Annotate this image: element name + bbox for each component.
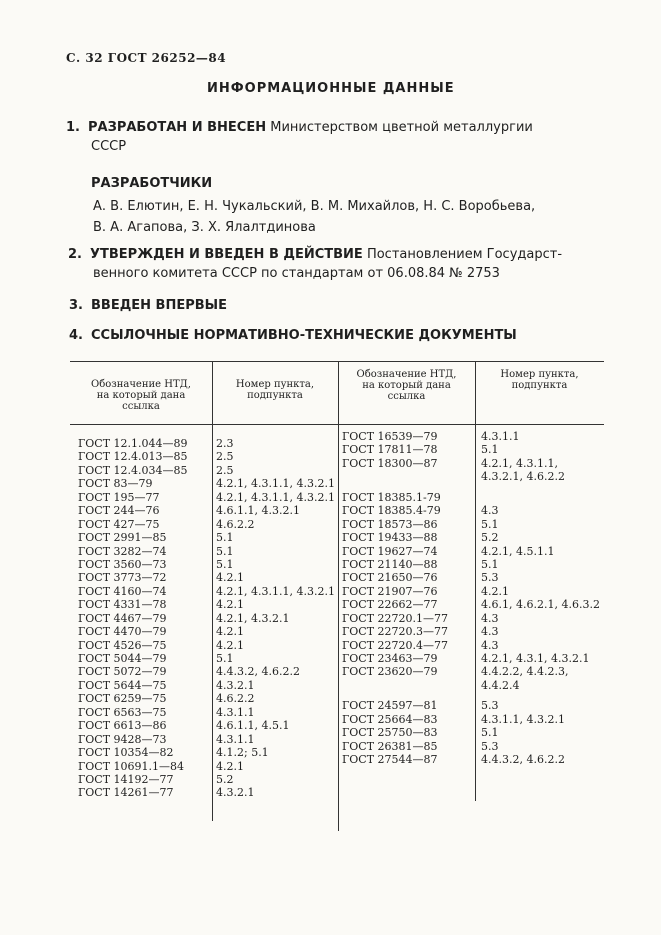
table-header-rule <box>70 424 604 425</box>
left-item-cell: 4.3.2.1 <box>216 786 255 800</box>
right-doc-cell: ГОСТ 21650—76 <box>342 571 438 585</box>
section-2 <box>68 245 562 283</box>
section-4 <box>69 326 517 345</box>
right-doc-cell: ГОСТ 18300—87 <box>342 456 438 470</box>
left-item-cell: 2.5 <box>216 450 234 464</box>
header-left-item: Номер пункта, подпункта <box>235 379 315 401</box>
section-4-heading: ССЫЛОЧНЫЕ НОРМАТИВНО-ТЕХНИЧЕСКИЕ ДОКУМЕНТЫ <box>91 328 517 343</box>
section-3-number: 3. <box>69 298 83 313</box>
right-doc-cell: ГОСТ 23620—79 <box>342 665 438 679</box>
right-item-cell: 4.3 <box>481 625 499 639</box>
right-item-cell: 4.2.1, 4.5.1.1 <box>481 544 555 558</box>
right-doc-cell <box>342 470 448 483</box>
left-doc-cell: ГОСТ 5044—79 <box>78 652 167 665</box>
left-doc-cell: ГОСТ 4331—78 <box>78 598 167 612</box>
header-right-item: Номер пункта, подпункта <box>500 369 579 391</box>
developers-heading: РАЗРАБОТЧИКИ <box>91 176 213 191</box>
left-item-cell: 4.6.2.2 <box>216 692 255 706</box>
left-item-cell: 4.2.1, 4.3.1.1, 4.3.2.1 <box>216 490 335 504</box>
header-left-doc: Обозначение НТД, на который дана ссылка <box>91 379 191 412</box>
left-item-cell: 4.4.3.2, 4.6.2.2 <box>216 665 300 679</box>
page-header: С. 32 ГОСТ 26252—84 <box>66 51 227 65</box>
right-item-cell: 5.1 <box>481 557 499 571</box>
left-doc-cell: ГОСТ 12.4.034—85 <box>78 463 188 477</box>
right-doc-cell <box>342 679 448 692</box>
left-doc-cell: ГОСТ 6259—75 <box>78 692 167 706</box>
section-3 <box>69 296 227 315</box>
right-item-cell: 4.4.2.4 <box>481 678 520 692</box>
right-doc-cell: ГОСТ 19433—88 <box>342 531 438 545</box>
left-doc-column <box>78 437 188 800</box>
right-doc-cell: ГОСТ 21907—76 <box>342 584 438 598</box>
left-item-column <box>216 437 335 800</box>
right-doc-cell: ГОСТ 27544—87 <box>342 753 438 767</box>
reference-table <box>70 361 604 847</box>
right-doc-cell: ГОСТ 24597—81 <box>342 699 438 713</box>
left-doc-cell: ГОСТ 5644—75 <box>78 678 167 692</box>
developers-line-1: А. В. Елютин, Е. Н. Чукальский, В. М. Михайлов, Н. С. Воробьева, <box>93 199 536 214</box>
right-doc-cell: ГОСТ 25664—83 <box>342 712 438 726</box>
right-doc-cell: ГОСТ 19627—74 <box>342 544 438 558</box>
right-item-column <box>481 430 600 767</box>
right-item-cell: 5.1 <box>481 517 499 531</box>
right-item-cell: 4.2.1, 4.3.1, 4.3.2.1 <box>481 652 590 665</box>
right-item-cell <box>481 491 600 504</box>
right-doc-cell: ГОСТ 26381—85 <box>342 739 438 753</box>
left-doc-cell: ГОСТ 5072—79 <box>78 665 167 679</box>
right-doc-cell: ГОСТ 22720.1—77 <box>342 611 449 625</box>
right-item-cell: 4.2.1 <box>481 584 509 598</box>
left-doc-cell: ГОСТ 2991—85 <box>78 531 167 545</box>
left-doc-cell: ГОСТ 3282—74 <box>78 544 167 558</box>
right-item-cell: 4.6.1, 4.6.2.1, 4.6.3.2 <box>481 598 600 612</box>
right-doc-cell: ГОСТ 18385.4-79 <box>342 504 441 518</box>
left-item-cell: 4.2.1, 4.3.1.1, 4.3.2.1 <box>216 477 335 491</box>
section-1-text-cont: СССР <box>91 139 127 154</box>
right-item-cell: 4.3.2.1, 4.6.2.2 <box>481 470 565 484</box>
left-doc-cell: ГОСТ 14261—77 <box>78 786 174 800</box>
left-doc-cell: ГОСТ 12.4.013—85 <box>78 450 188 464</box>
right-item-cell: 5.3 <box>481 571 499 585</box>
right-doc-cell: ГОСТ 22720.3—77 <box>342 625 449 639</box>
right-item-cell: 5.1 <box>481 443 499 457</box>
left-doc-cell: ГОСТ 195—77 <box>78 490 160 504</box>
left-item-cell: 2.3 <box>216 437 234 450</box>
right-item-cell: 5.2 <box>481 531 499 545</box>
left-doc-cell: ГОСТ 3560—73 <box>78 557 167 571</box>
section-1 <box>66 118 533 156</box>
right-item-cell: 4.4.2.2, 4.4.2.3, <box>481 665 569 679</box>
right-doc-cell: ГОСТ 23463—79 <box>342 652 438 665</box>
left-item-cell: 4.6.1.1, 4.5.1 <box>216 719 290 733</box>
right-item-cell: 4.3 <box>481 611 499 625</box>
section-2-heading: УТВЕРЖДЕН И ВВЕДЕН В ДЕЙСТВИЕ <box>90 247 363 262</box>
left-doc-cell: ГОСТ 83—79 <box>78 477 153 491</box>
page-title: ИНФОРМАЦИОННЫЕ ДАННЫЕ <box>207 81 455 96</box>
left-doc-cell: ГОСТ 4160—74 <box>78 584 167 598</box>
left-item-cell: 4.3.1.1 <box>216 732 255 746</box>
section-2-text-cont: венного комитета СССР по стандартам от 06.08.84 № 2753 <box>93 266 500 281</box>
right-doc-cell: ГОСТ 25750—83 <box>342 726 438 740</box>
left-doc-cell: ГОСТ 10354—82 <box>78 746 174 760</box>
right-item-cell: 4.3 <box>481 504 499 518</box>
table-col-divider-3 <box>475 361 476 801</box>
right-item-cell: 5.3 <box>481 739 499 753</box>
right-item-cell: 4.4.3.2, 4.6.2.2 <box>481 753 565 767</box>
right-item-cell: 4.3 <box>481 638 499 652</box>
section-1-number: 1. <box>66 120 80 135</box>
right-item-cell: 4.2.1, 4.3.1.1, <box>481 456 558 470</box>
left-doc-cell: ГОСТ 244—76 <box>78 504 160 518</box>
left-doc-cell: ГОСТ 4470—79 <box>78 625 167 639</box>
left-doc-cell: ГОСТ 6563—75 <box>78 705 167 719</box>
left-item-cell: 4.6.1.1, 4.3.2.1 <box>216 504 300 518</box>
left-item-cell: 4.6.2.2 <box>216 517 255 531</box>
section-2-number: 2. <box>68 247 82 262</box>
left-item-cell: 5.1 <box>216 544 234 558</box>
section-1-heading: РАЗРАБОТАН И ВНЕСЕН <box>88 120 267 135</box>
right-doc-cell: ГОСТ 16539—79 <box>342 430 438 443</box>
section-4-number: 4. <box>69 328 83 343</box>
left-item-cell: 4.2.1, 4.3.2.1 <box>216 611 290 625</box>
left-item-cell: 5.1 <box>216 531 234 545</box>
left-item-cell: 5.2 <box>216 772 234 786</box>
header-right-doc: Обозначение НТД, на который дана ссылка <box>356 369 457 402</box>
left-item-cell: 4.2.1 <box>216 598 244 612</box>
left-item-cell: 4.2.1 <box>216 625 244 639</box>
left-item-cell: 4.2.1 <box>216 571 244 585</box>
left-item-cell: 2.5 <box>216 463 234 477</box>
table-col-divider-2 <box>338 361 339 831</box>
right-doc-cell: ГОСТ 18385.1-79 <box>342 490 441 504</box>
left-item-cell: 5.1 <box>216 652 234 665</box>
left-doc-cell: ГОСТ 4526—75 <box>78 638 167 652</box>
right-doc-cell: ГОСТ 22720.4—77 <box>342 638 449 652</box>
left-doc-cell: ГОСТ 14192—77 <box>78 772 174 786</box>
left-item-cell: 4.3.1.1 <box>216 705 255 719</box>
left-doc-cell: ГОСТ 427—75 <box>78 517 160 531</box>
section-2-text: Постановлением Государст- <box>366 247 563 262</box>
section-1-text: Министерством цветной металлургии <box>270 120 533 135</box>
left-item-cell: 4.2.1 <box>216 759 244 773</box>
left-doc-cell: ГОСТ 9428—73 <box>78 732 167 746</box>
section-3-heading: ВВЕДЕН ВПЕРВЫЕ <box>91 298 228 313</box>
left-doc-cell: ГОСТ 12.1.044—89 <box>78 437 188 450</box>
right-doc-cell: ГОСТ 17811—78 <box>342 443 438 457</box>
right-item-cell: 5.1 <box>481 726 499 740</box>
left-doc-cell: ГОСТ 4467—79 <box>78 611 167 625</box>
right-doc-cell: ГОСТ 18573—86 <box>342 517 438 531</box>
table-col-divider-1 <box>212 361 213 821</box>
right-item-cell: 4.3.1.1, 4.3.2.1 <box>481 712 565 726</box>
right-doc-cell: ГОСТ 21140—88 <box>342 557 438 571</box>
left-doc-cell: ГОСТ 6613—86 <box>78 719 167 733</box>
left-item-cell: 4.1.2; 5.1 <box>216 746 269 760</box>
developers-line-2: В. А. Агапова, З. Х. Ялалтдинова <box>93 220 316 235</box>
left-item-cell: 4.3.2.1 <box>216 678 255 692</box>
right-doc-cell: ГОСТ 22662—77 <box>342 598 438 612</box>
table-top-rule <box>70 361 604 362</box>
right-item-cell: 5.3 <box>481 699 499 713</box>
right-doc-column <box>342 430 448 767</box>
right-item-cell: 4.3.1.1 <box>481 430 520 443</box>
left-item-cell: 5.1 <box>216 557 234 571</box>
left-item-cell: 4.2.1, 4.3.1.1, 4.3.2.1 <box>216 584 335 598</box>
left-item-cell: 4.2.1 <box>216 638 244 652</box>
left-doc-cell: ГОСТ 10691.1—84 <box>78 759 185 773</box>
left-doc-cell: ГОСТ 3773—72 <box>78 571 167 585</box>
